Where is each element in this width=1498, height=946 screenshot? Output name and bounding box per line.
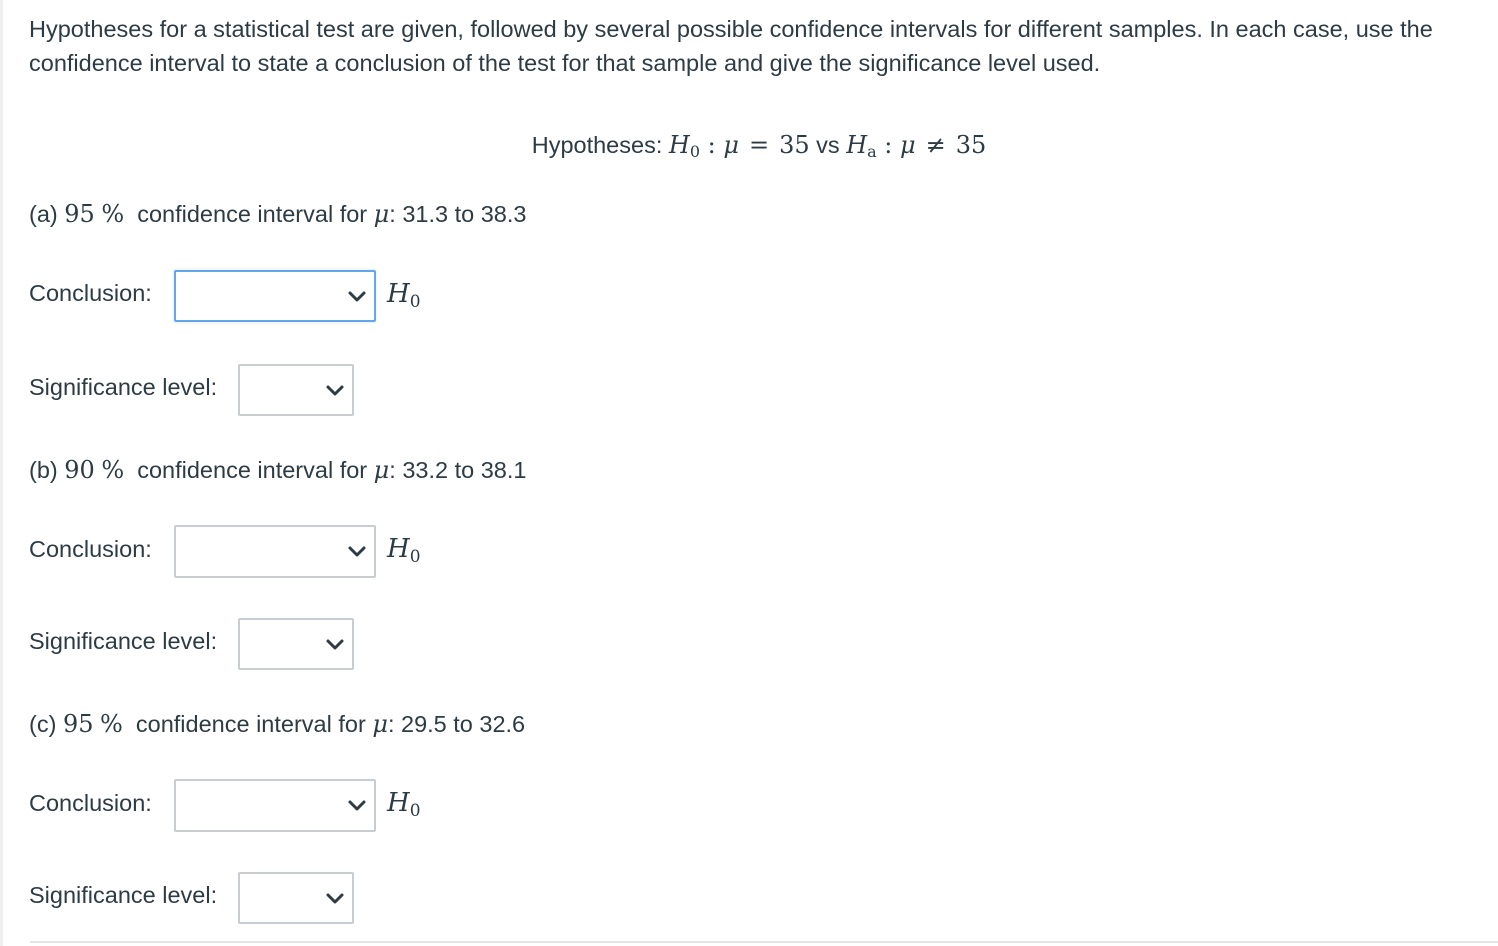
part-c-conclusion-label: Conclusion: — [29, 790, 152, 816]
chevron-down-icon — [324, 380, 346, 402]
part-b-significance-select[interactable] — [238, 618, 354, 670]
part-c-tag: (c) — [29, 711, 57, 737]
part-c-h0-symbol — [387, 786, 421, 820]
part-c-param: μ — [372, 710, 388, 738]
part-b-percent: % — [101, 456, 125, 484]
part-b-h0-subscript: 0 — [409, 547, 421, 567]
part-c-text: confidence interval for — [135, 711, 366, 737]
alt-param: μ — [900, 131, 916, 159]
part-a-text: confidence interval for — [137, 201, 368, 227]
part-b-level: 90 — [64, 456, 95, 484]
chevron-down-icon — [346, 795, 368, 817]
alt-value: 35 — [955, 131, 987, 159]
part-c-h0-subscript: 0 — [409, 801, 421, 821]
part-b-text: confidence interval for — [137, 457, 368, 483]
null-hypothesis-subscript: 0 — [689, 142, 701, 161]
part-c-values: : 29.5 to 32.6 — [387, 711, 526, 737]
part-a-significance-label: Significance level: — [29, 374, 218, 400]
part-a-h0-letter: H — [387, 279, 410, 309]
part-c-conclusion-select[interactable] — [174, 779, 376, 832]
part-b-h0-symbol — [387, 532, 421, 566]
alt-hypothesis-symbol: H — [846, 131, 868, 159]
part-b-conclusion-label: Conclusion: — [29, 536, 152, 562]
part-a-level: 95 — [64, 200, 95, 228]
hypotheses-math: $H_0$ : μ = 35 — [668, 131, 810, 161]
part-a-tag: (a) — [29, 201, 58, 227]
part-b-param: μ — [373, 456, 390, 484]
chevron-down-icon — [346, 286, 368, 308]
part-c-h0-letter: H — [387, 788, 410, 818]
null-param: μ — [723, 131, 739, 159]
hypotheses-label: Hypotheses: — [531, 132, 663, 158]
part-a-interval — [29, 197, 526, 231]
part-b-h0-letter: H — [387, 534, 410, 564]
versus-text: vs — [816, 132, 840, 158]
part-a-param: μ — [373, 200, 390, 228]
hypotheses-statement — [0, 128, 1498, 162]
part-b-significance-label: Significance level: — [29, 628, 218, 654]
bottom-divider — [30, 941, 1498, 943]
part-a-conclusion-select[interactable] — [174, 270, 376, 322]
part-c-interval — [29, 707, 525, 741]
question-instructions: Hypotheses for a statistical test are given, followed by several possible confidence intervals for different samples. In each case, use the confidence interval to state a conclusion of the test for that sample and give the significance level used. — [29, 16, 1433, 76]
alt-hypothesis-subscript: a — [867, 142, 877, 161]
chevron-down-icon — [346, 541, 368, 563]
part-b-tag: (b) — [29, 457, 58, 483]
part-a-conclusion-label: Conclusion: — [29, 280, 152, 306]
null-value: 35 — [779, 131, 810, 159]
chevron-down-icon — [324, 888, 346, 910]
null-hypothesis-symbol: H — [668, 131, 690, 159]
part-a-h0-subscript: 0 — [409, 292, 421, 312]
part-a-percent: % — [101, 200, 125, 228]
part-b-values: : 33.2 to 38.1 — [389, 457, 527, 483]
equals-sign: = — [748, 131, 770, 159]
part-c-level: 95 — [62, 710, 94, 738]
part-c-significance-label: Significance level: — [29, 882, 218, 908]
part-c-significance-select[interactable] — [238, 872, 354, 924]
part-a-values: : 31.3 to 38.3 — [389, 201, 527, 227]
chevron-down-icon — [324, 634, 346, 656]
not-equals-sign: ≠ — [925, 131, 946, 159]
part-b-interval — [29, 453, 526, 487]
part-b-conclusion-select[interactable] — [174, 525, 376, 578]
part-a-h0-symbol — [387, 277, 421, 311]
part-a-significance-select[interactable] — [238, 364, 354, 416]
part-c-percent: % — [100, 710, 123, 738]
alternative-math: $H_a$ : μ ≠ 35 — [846, 131, 987, 161]
